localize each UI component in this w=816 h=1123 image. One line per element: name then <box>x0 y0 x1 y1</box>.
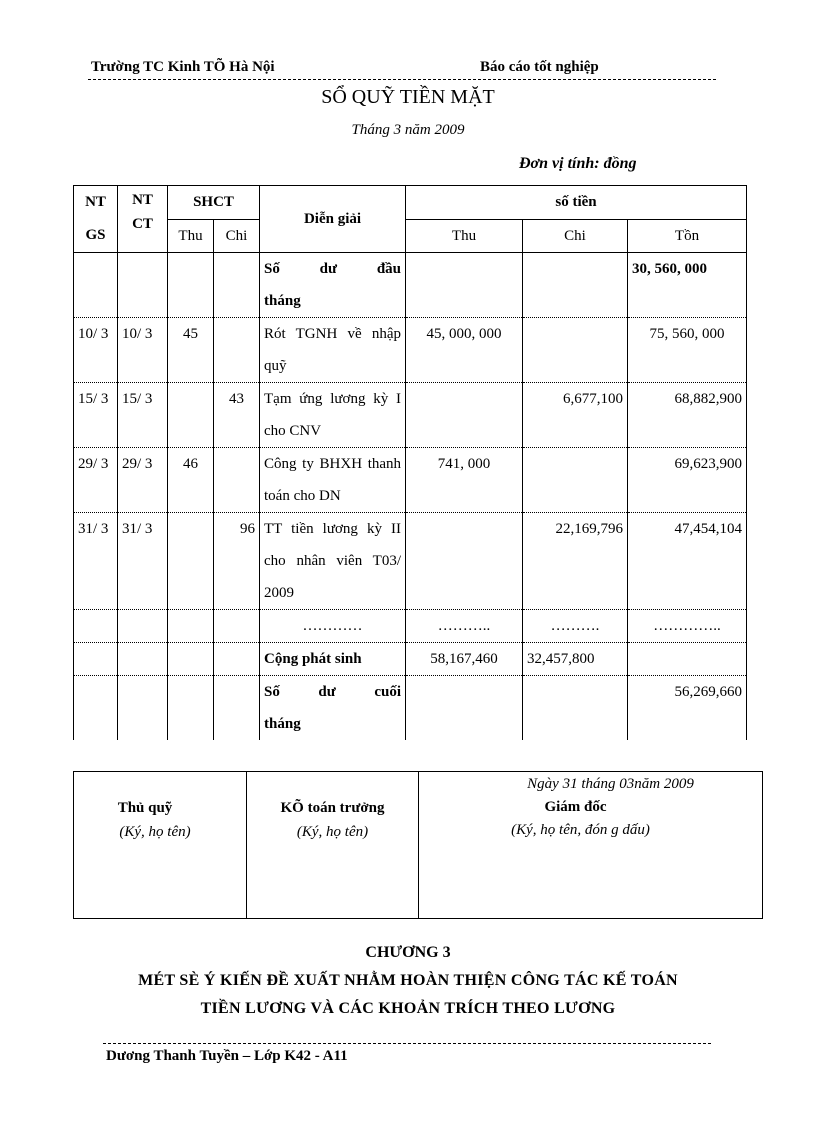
director-sub: (Ký, họ tên, đón g dấu) <box>511 822 650 838</box>
signature-date: Ngày 31 tháng 03năm 2009 <box>527 776 694 792</box>
col-shct-thu: Thu <box>168 219 214 253</box>
table-row: 31/ 3 31/ 3 96 TT tiền lương kỳ II cho nhân viên T03/ 2009 22,169,796 47,454,104 <box>74 513 747 610</box>
header-divider <box>88 79 716 80</box>
table-row: Số dư đầu tháng 30, 560, 000 <box>74 253 747 318</box>
signature-director <box>419 772 762 918</box>
signature-cashier <box>74 772 247 918</box>
table-row: 10/ 3 10/ 3 45 Rót TGNH về nhập quỹ 45, 000, 000 75, 560, 000 <box>74 318 747 383</box>
chapter-title-line2: TIỀN LƯƠNG VÀ CÁC KHOẢN TRÍCH THEO LƯƠNG <box>200 1000 616 1017</box>
col-shct: SHCT <box>168 186 260 220</box>
row-description: Tạm ứng lương kỳ I cho CNV <box>260 383 406 448</box>
signature-accountant <box>247 772 419 918</box>
period-label: Tháng 3 năm 2009 <box>351 122 465 138</box>
header-report: Báo cáo tốt nghiệp <box>480 59 599 75</box>
page-title: SỔ QUỸ TIỀN MẶT <box>321 86 495 108</box>
cashier-title: Thủ quỹ <box>117 800 173 816</box>
table-row: ………… ……….. ………. ………….. <box>74 610 747 643</box>
col-shct-chi: Chi <box>214 219 260 253</box>
table-row: Số dư cuối tháng 56,269,660 <box>74 676 747 741</box>
table-row: 29/ 3 29/ 3 46 Công ty BHXH thanh toán cho DN 741, 000 69,623,900 <box>74 448 747 513</box>
row-description: Rót TGNH về nhập quỹ <box>260 318 406 383</box>
cash-ledger-table <box>73 185 747 740</box>
chapter-label: CHƯƠNG 3 <box>365 944 451 961</box>
col-thu: Thu <box>406 219 523 253</box>
row-description: ………… <box>260 610 406 643</box>
header-school: Trường TC Kinh TÕ Hà Nội <box>91 59 275 75</box>
accountant-sub: (Ký, họ tên) <box>296 824 369 840</box>
table-row: 15/ 3 15/ 3 43 Tạm ứng lương kỳ I cho CNV 6,677,100 68,882,900 <box>74 383 747 448</box>
signature-block <box>73 771 763 919</box>
footer-author: Dương Thanh Tuyền – Lớp K42 - A11 <box>106 1048 348 1064</box>
unit-label: Đơn vị tính: đồng <box>519 155 637 172</box>
cashier-sub: (Ký, họ tên) <box>119 824 191 840</box>
col-chi: Chi <box>523 219 628 253</box>
accountant-title: KÕ toán trưởng <box>280 800 385 816</box>
row-description: Cộng phát sinh <box>260 643 406 676</box>
col-ntgs: NT GS <box>74 186 118 253</box>
row-description: TT tiền lương kỳ II cho nhân viên T03/ 2009 <box>260 513 406 610</box>
col-so-tien: số tiền <box>406 186 747 220</box>
director-title: Giám đốc <box>544 799 607 815</box>
footer-divider <box>103 1043 711 1044</box>
row-description: Số dư đầu tháng <box>260 253 406 318</box>
chapter-title-line1: MÉT SÈ Ý KIẾN ĐỀ XUẤT NHẰM HOÀN THIỆN CÔNG TÁC KẾ TOÁN <box>138 972 678 989</box>
col-ntct: NT CT <box>118 186 168 253</box>
col-dien-giai: Diễn giải <box>260 186 406 253</box>
col-ton: Tồn <box>628 219 747 253</box>
table-row: Cộng phát sinh 58,167,460 32,457,800 <box>74 643 747 676</box>
row-description: Công ty BHXH thanh toán cho DN <box>260 448 406 513</box>
row-description: Số dư cuối tháng <box>260 676 406 741</box>
